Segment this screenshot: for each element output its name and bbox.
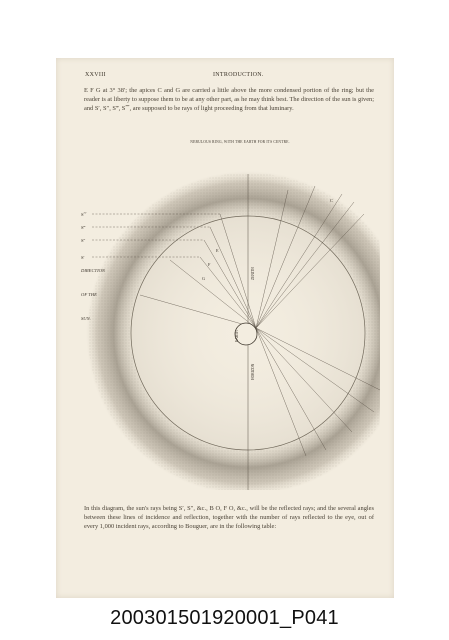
ray-label-g: G — [202, 276, 206, 281]
page-number: XXVIII — [85, 72, 106, 78]
nebulous-ring-diagram — [80, 150, 380, 490]
label-s2: S″ — [81, 238, 86, 243]
nebulous-ring — [86, 171, 380, 490]
paragraph-bottom: In this diagram, the sun's rays being S′, S″, &c., B O, F O, &c., will be the reflected rays; and the several angles between these lines of incidence and reflection, together with the number of rays reflected to the eye, out of every 1,000 incident rays, according to Bouguer, are in the following table: — [84, 505, 374, 530]
label-of-the: OF THE — [81, 292, 97, 297]
ray-label-e: E — [216, 248, 219, 253]
figure-caption: NEBULOUS RING, WITH THE EARTH FOR ITS CENTRE. — [190, 140, 290, 144]
label-horizon: HORIZON — [251, 363, 255, 380]
label-sun: SUN. — [81, 316, 91, 321]
ray-label-c: C — [330, 198, 333, 203]
label-direction: DIRECTION — [81, 268, 105, 273]
label-earth: EARTH — [235, 330, 239, 342]
ray-label-f: F — [208, 262, 211, 267]
footer-id: 200301501920001_P041 — [110, 607, 339, 629]
running-header — [85, 72, 375, 82]
label-s1: S′ — [81, 255, 85, 260]
label-zenith: ZENITH — [251, 267, 255, 280]
paragraph-top: E F G at 3° 38′; the apices C and G are carried a little above the more condensed portion of the ring; but the reader is at liberty to suppose them to be at any other part, as he may think best. The direction of the sun is given; and S′, S″, S‴, S⁗, are supposed to be rays of light proceeding from that luminary. — [84, 87, 374, 112]
label-s3: S‴ — [81, 225, 86, 230]
running-title: INTRODUCTION. — [213, 72, 264, 78]
label-s4: S⁗ — [81, 212, 87, 217]
